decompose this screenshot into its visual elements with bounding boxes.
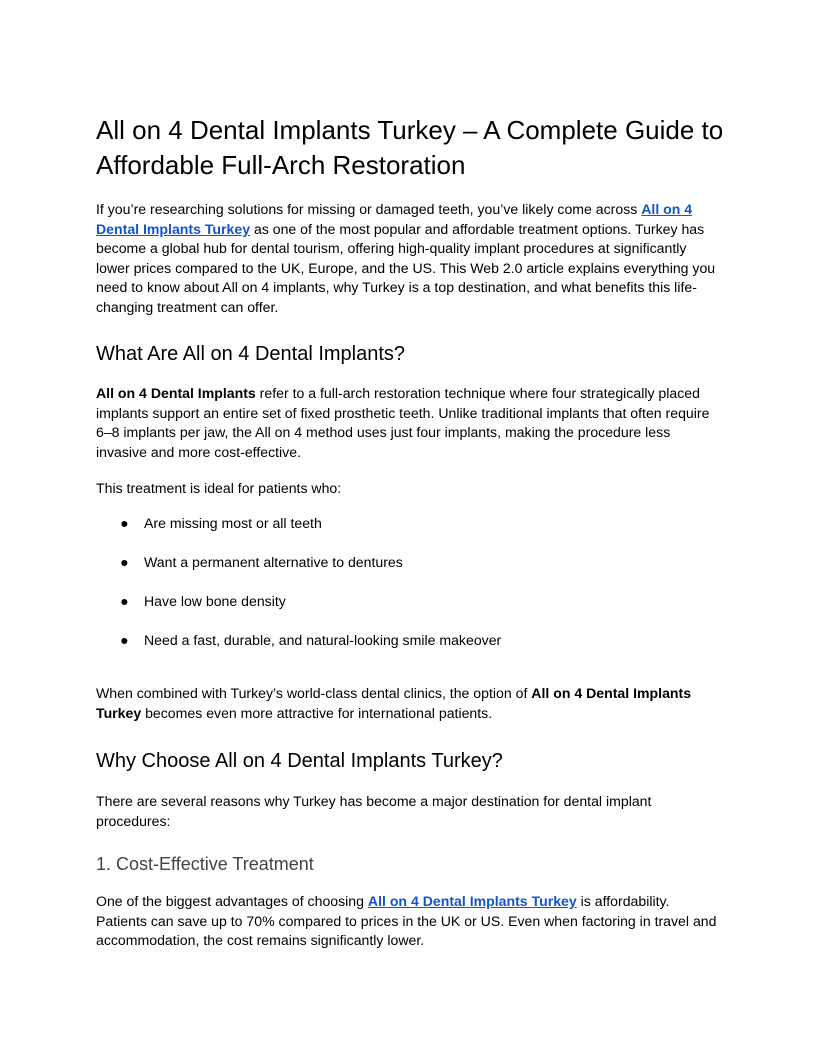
combined-text-before: When combined with Turkey’s world-class dental clinics, the option of (96, 685, 532, 701)
list-item-text: Are missing most or all teeth (144, 515, 322, 531)
section2-intro: There are several reasons why Turkey has become a major destination for dental implant procedures: (96, 793, 652, 829)
section1-text: refer to a full-arch restoration technique where four strategically placed implants support an entire set of fixed prosthetic teeth. Unlike traditional implants that often require 6–8 implants per jaw, the All on 4 method uses just four implants, making the procedure less invasive and more cost-effective. (96, 385, 710, 460)
bullet-icon: ● (120, 515, 129, 531)
list-item (96, 552, 696, 591)
combined-text-after: becomes even more attractive for international patients. (141, 704, 493, 721)
subsection-heading: 1. Cost-Effective Treatment (96, 854, 314, 874)
combined-bold: All on 4 Dental Implants Turkey (96, 685, 692, 721)
combined-paragraph (96, 684, 724, 723)
page-title: All on 4 Dental Implants Turkey – A Complete Guide to Affordable Full-Arch Restoration (96, 115, 724, 180)
list-item-text: Need a fast, durable, and natural-looking smile makeover (144, 632, 502, 648)
section1-heading: What Are All on 4 Dental Implants? (96, 343, 406, 365)
bullet-icon: ● (120, 632, 129, 648)
list-item (96, 591, 696, 630)
intro-paragraph (96, 200, 724, 318)
list-item (96, 513, 696, 552)
ideal-intro: This treatment is ideal for patients who: (96, 480, 342, 496)
patient-list (96, 513, 696, 669)
subsection-text-before: One of the biggest advantages of choosing (96, 893, 368, 909)
bullet-icon: ● (120, 593, 129, 609)
section1-bold: All on 4 Dental Implants (96, 385, 256, 401)
bullet-icon: ● (120, 554, 129, 570)
subsection-text-after: is affordability. Patients can save up to 70% compared to prices in the UK or US. Even when factoring in travel and accommodation, the cost remains significantly lower. (96, 893, 717, 949)
intro-text-before: If you’re researching solutions for missing or damaged teeth, you’ve likely come across (96, 201, 642, 217)
list-item-text: Have low bone density (144, 593, 286, 609)
intro-text-after: as one of the most popular and affordable treatment options. Turkey has become a global hub for dental tourism, offering high-quality implant procedures at significantly lower prices compared to the UK, Europe, and the US. This Web 2.0 article explains everything you need to know about All on 4 implants, why Turkey is a top destination, and what benefits this life-changing treatment can offer. (96, 220, 716, 315)
subsection-paragraph (96, 892, 724, 951)
subsection-link[interactable]: All on 4 Dental Implants Turkey (367, 893, 577, 909)
section2-heading: Why Choose All on 4 Dental Implants Turkey? (96, 750, 503, 772)
section1-paragraph (96, 384, 724, 462)
list-item-text: Want a permanent alternative to dentures (144, 554, 403, 570)
intro-link[interactable]: All on 4 Dental Implants Turkey (96, 201, 693, 237)
list-item (96, 630, 696, 669)
